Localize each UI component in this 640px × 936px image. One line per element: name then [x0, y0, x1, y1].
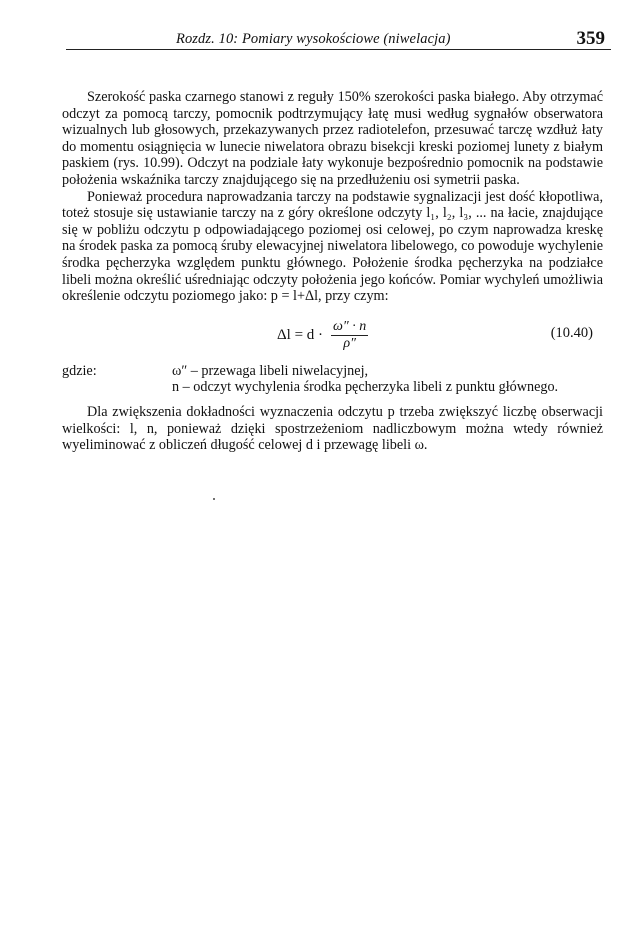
fraction-numerator: ω″ · n — [333, 318, 367, 334]
fraction-denominator: ρ″ — [343, 335, 356, 351]
equation-number: (10.40) — [550, 324, 593, 341]
page-number: 359 — [576, 28, 605, 49]
header-rule — [66, 49, 611, 50]
where-definitions — [172, 363, 603, 396]
scan-speck — [213, 498, 215, 500]
chapter-title: Rozdz. 10: Pomiary wysokościowe (niwelacja) — [176, 31, 451, 47]
fraction — [331, 319, 368, 352]
formula — [277, 319, 368, 352]
definition: n – odczyt wychylenia środka pęcherzyka libeli z punktu głównego. — [172, 379, 559, 396]
equation — [62, 313, 603, 355]
paragraph: Ponieważ procedura naprowadzania tarczy na podstawie sygnalizacji jest dość kłopotliwa, toteż stosuje się ustawianie tarczy na z góry określone odczyty l₁, l₂, l₃, ... na łacie, znajdujące się w pobliżu odczytu p odpowiadającego poziomej osi celowej, po czym naprowadza kreskę na środek paska za pomocą śruby elewacyjnej niwelatora libelowego, co powoduje wychylenie środka pęcherzyka względem punktu głównego. Położenie środka pęcherzyka na podziałce libeli można określić uśredniając odczyty położenia jego końców. Pomiar wychyleń umożliwia określenie odczytu poziomego jako: p = l+Δl, przy czym: — [62, 188, 603, 305]
paragraph: Szerokość paska czarnego stanowi z reguły 150% szerokości paska białego. Aby otrzymać odczyt za pomocą tarczy, pomocnik podtrzymujący łatę musi według sygnałów obserwatora wizualnych lub głosowych, przekazywanych przez radiotelefon, przesuwać tarczę wzdłuż łaty do momentu osiągnięcia w lunecie niwelatora obrazu bisekcji kreski poziomej lunety z białym paskiem (rys. 10.99). Odczyt na podziale łaty wykonuje bezpośrednio pomocnik na podstawie położenia wskaźnika tarczy znajdującego się na przedłużeniu osi symetrii paska. — [62, 89, 603, 188]
page-body — [62, 89, 603, 454]
definition: ω″ – przewaga libeli niwelacyjnej, — [172, 362, 369, 379]
where-block — [62, 363, 603, 396]
paragraph: Dla zwiększenia dokładności wyznaczenia odczytu p trzeba zwiększyć liczbę obserwacji wielkości: l, n, ponieważ dzięki spostrzeżeniom nadliczbowym można wtedy również wyeliminować z obliczeń długość celowej d i przewagę libeli ω. — [62, 403, 603, 454]
formula-lhs: Δl = d · — [277, 326, 324, 343]
running-header — [66, 29, 611, 51]
where-label: gdzie: — [62, 362, 97, 379]
